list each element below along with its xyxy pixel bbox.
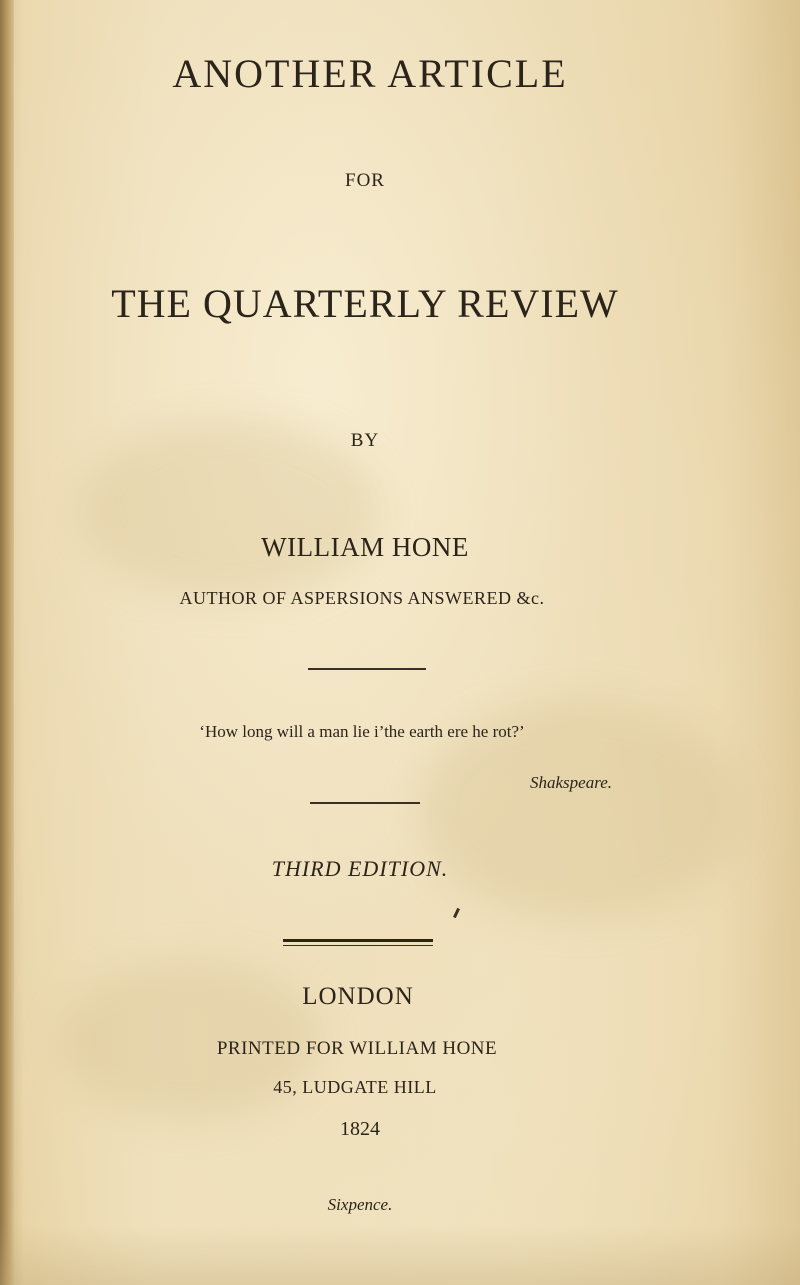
title-line-1: ANOTHER ARTICLE bbox=[172, 51, 568, 96]
author-name: WILLIAM HONE bbox=[261, 532, 469, 562]
imprint-address: 45, LUDGATE HILL bbox=[273, 1077, 437, 1097]
epigraph-quote: ‘How long will a man lie i’the earth ere he rot?’ bbox=[199, 722, 525, 741]
by-text: BY bbox=[350, 430, 380, 451]
imprint-year: 1824 bbox=[340, 1118, 380, 1140]
price-text: Sixpence. bbox=[327, 1195, 393, 1214]
imprint-printed-for: PRINTED FOR WILLIAM HONE bbox=[216, 1038, 498, 1059]
imprint-city: LONDON bbox=[302, 983, 414, 1010]
page-shadow bbox=[0, 1225, 800, 1285]
title-line-2: THE QUARTERLY REVIEW bbox=[111, 281, 619, 326]
for-text: FOR bbox=[345, 170, 385, 191]
epigraph-source: Shakspeare. bbox=[530, 773, 612, 792]
author-description: AUTHOR OF ASPERSIONS ANSWERED &c. bbox=[179, 588, 545, 608]
double-divider-rule bbox=[283, 939, 433, 942]
ink-mark bbox=[453, 908, 460, 918]
divider-rule bbox=[308, 668, 426, 670]
divider-rule bbox=[310, 802, 420, 804]
edition-text: THIRD EDITION. bbox=[271, 856, 449, 881]
